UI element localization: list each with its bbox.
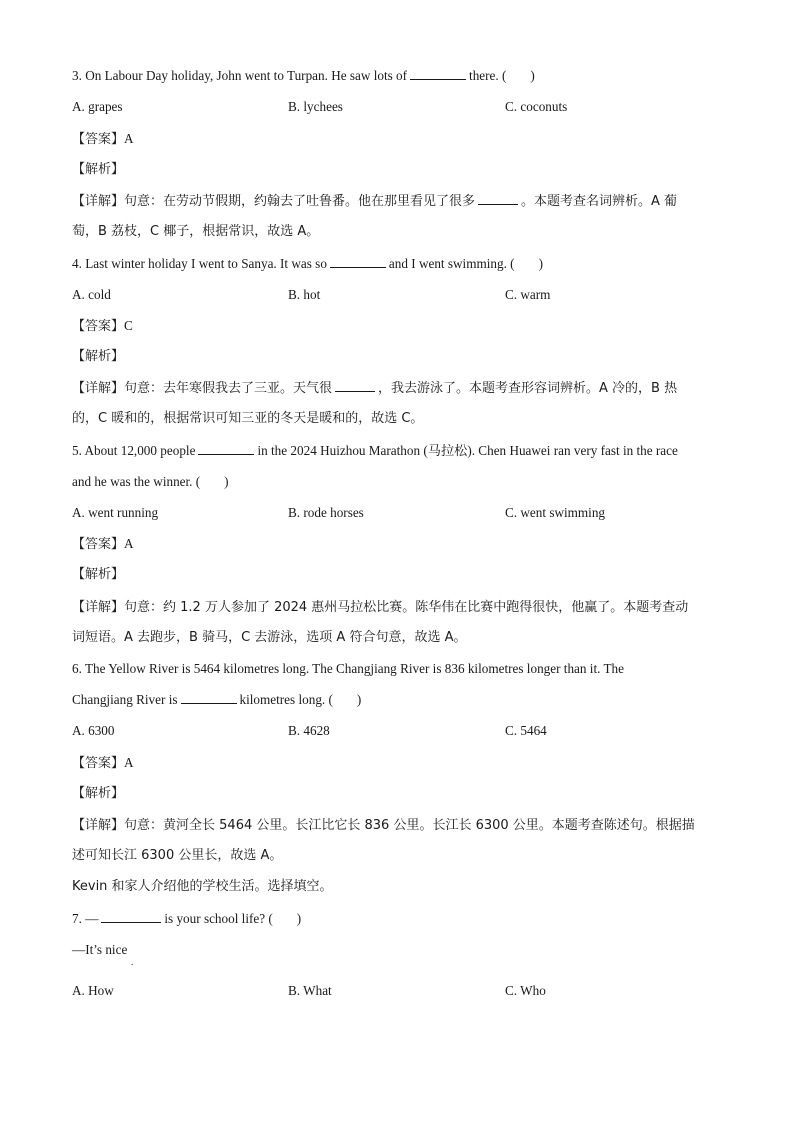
- answer-tag: 【答案】: [72, 132, 125, 147]
- reply-text: —It’s nice: [72, 942, 128, 957]
- option-c: C. 5464: [505, 723, 547, 738]
- detail-text-end: 。本题考查名词辨析。A 葡: [521, 194, 678, 209]
- question-4-stem: [72, 255, 543, 273]
- option-a: A. How: [72, 983, 114, 998]
- answer-tag: 【答案】: [72, 756, 125, 771]
- question-7-text-end: is your school life? (: [164, 911, 273, 926]
- option-b: B. 4628: [288, 723, 330, 738]
- option-a: A. cold: [72, 287, 111, 302]
- answer-value: A: [124, 755, 134, 770]
- answer-line: [72, 130, 134, 149]
- question-6-text: Changjiang River is: [72, 692, 178, 707]
- detail-text: 句意：在劳动节假期，约翰去了吐鲁番。他在那里看见了很多: [124, 194, 476, 209]
- answer-tag: 【答案】: [72, 537, 125, 552]
- detail-text: 句意：约 1.2 万人参加了 2024 惠州马拉松比赛。陈华伟在比赛中跑得很快，他赢了。本题考查动: [124, 600, 689, 615]
- question-5-stem: [72, 442, 678, 460]
- detail-line-2: 的，C 暖和的，根据常识可知三亚的冬天是暖和的，故选 C。: [72, 411, 424, 426]
- question-4-text-end: and I went swimming. (: [388, 256, 515, 271]
- detail-line-2: 述可知长江 6300 公里长，故选 A。: [72, 848, 283, 863]
- detail-text-end: ，我去游泳了。本题考查形容词辨析。A 冷的，B 热: [378, 381, 678, 396]
- question-4-text: 4. Last winter holiday I went to Sanya. It was so: [72, 256, 327, 271]
- option-c: C. warm: [505, 287, 551, 302]
- paren-close: ): [530, 68, 535, 83]
- option-a: A. 6300: [72, 723, 115, 738]
- question-7-text: 7. —: [72, 911, 99, 926]
- paren-close: ): [296, 911, 302, 926]
- detail-line-2: 萄，B 荔枝，C 椰子，根据常识，故选 A。: [72, 224, 320, 239]
- option-a: A. went running: [72, 505, 159, 520]
- answer-value: C: [124, 318, 133, 333]
- question-5-text-end: in the 2024 Huizhou Marathon (马拉松). Chen Huawei ran very fast in the race: [257, 443, 678, 458]
- answer-blank: [410, 67, 466, 80]
- detail-tag: 【详解】: [72, 381, 125, 396]
- option-b: B. hot: [288, 287, 321, 302]
- question-6-stem-2: [72, 691, 361, 709]
- option-c: C. Who: [505, 983, 546, 998]
- question-7-stem: [72, 910, 301, 928]
- answer-value: A: [124, 131, 134, 146]
- paren-close: ): [224, 474, 229, 489]
- option-a: A. grapes: [72, 99, 123, 114]
- option-b: B. rode horses: [288, 505, 364, 520]
- paren-close: ): [538, 256, 543, 271]
- question-6-stem: 6. The Yellow River is 5464 kilometres long. The Changjiang River is 836 kilometres longer than it. The: [72, 661, 624, 676]
- question-6-text-end: kilometres long. (: [239, 692, 333, 707]
- detail-text: 句意：去年寒假我去了三亚。天气很: [124, 381, 333, 396]
- analysis-tag: 【解析】: [72, 786, 125, 801]
- answer-line: [72, 317, 133, 336]
- detail-tag: 【详解】: [72, 600, 125, 615]
- analysis-tag: 【解析】: [72, 567, 125, 582]
- answer-tag: 【答案】: [72, 319, 125, 334]
- detail-blank: [335, 379, 375, 392]
- detail-tag: 【详解】: [72, 818, 125, 833]
- question-5-stem-2: [72, 473, 229, 491]
- question-7-reply: [72, 941, 127, 959]
- option-c: C. coconuts: [505, 99, 568, 114]
- option-c: C. went swimming: [505, 505, 606, 520]
- question-5-text: 5. About 12,000 people: [72, 443, 196, 458]
- question-3-text: 3. On Labour Day holiday, John went to Turpan. He saw lots of: [72, 68, 408, 83]
- detail-line: [72, 598, 688, 617]
- option-b: B. lychees: [288, 99, 343, 114]
- analysis-tag: 【解析】: [72, 162, 125, 177]
- detail-line: [72, 816, 695, 835]
- answer-line: [72, 754, 134, 773]
- detail-line-2: 词短语。A 去跑步，B 骑马，C 去游泳，选项 A 符合句意，故选 A。: [72, 630, 467, 645]
- answer-blank: [330, 255, 386, 268]
- option-b: B. What: [288, 983, 332, 998]
- reply-period: .: [131, 957, 134, 967]
- paren-close: ): [356, 692, 362, 707]
- detail-tag: 【详解】: [72, 194, 125, 209]
- answer-value: A: [124, 536, 134, 551]
- answer-line: [72, 535, 134, 554]
- question-3-text-end: there. (: [469, 68, 507, 83]
- answer-blank: [198, 442, 254, 455]
- detail-line: [72, 192, 677, 211]
- question-5-line2: and he was the winner. (: [72, 474, 201, 489]
- analysis-tag: 【解析】: [72, 349, 125, 364]
- detail-line: [72, 379, 677, 398]
- detail-blank: [478, 192, 518, 205]
- section-instruction: Kevin 和家人介绍他的学校生活。选择填空。: [72, 879, 333, 894]
- answer-blank: [101, 910, 161, 923]
- question-3-stem: [72, 67, 535, 85]
- detail-text: 句意：黄河全长 5464 公里。长江比它长 836 公里。长江长 6300 公里。本题考查陈述句。根据描: [124, 818, 695, 833]
- answer-blank: [181, 691, 237, 704]
